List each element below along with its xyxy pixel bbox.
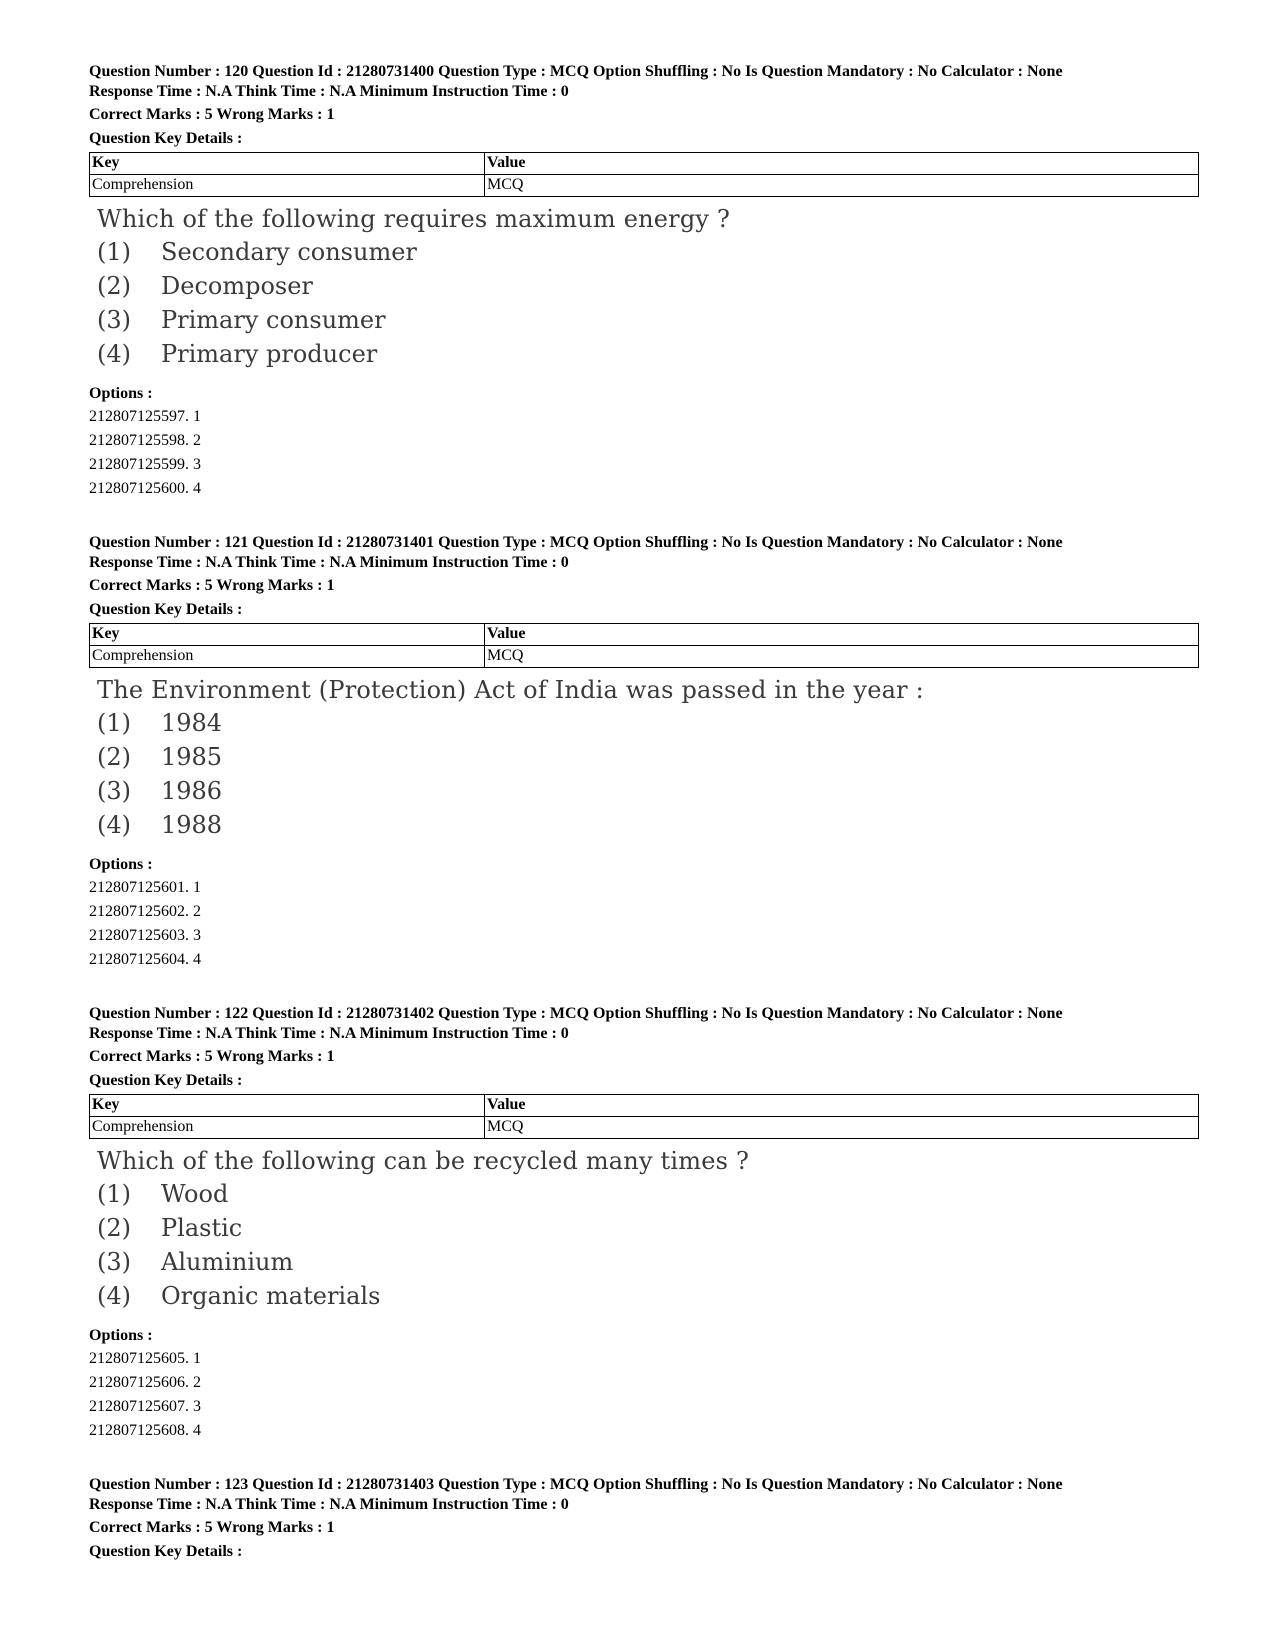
question-meta-line: Question Number : 121 Question Id : 21280731401 Question Type : MCQ Option Shuffling : No Is Question Mandatory : No Calculator : None (89, 534, 1063, 551)
option-line: 212807125603. 3 (89, 927, 201, 944)
table-header-value: Value (485, 1095, 1199, 1117)
choice-item (97, 1211, 1199, 1245)
choice-item (97, 1177, 1199, 1211)
question-meta (89, 1004, 1199, 1044)
table-cell-key: Comprehension (90, 646, 485, 668)
option-line: 212807125605. 1 (89, 1350, 201, 1367)
choice-text: Plastic (161, 1214, 243, 1242)
table-header-row (90, 624, 1199, 646)
question-meta (89, 1475, 1199, 1515)
choice-text: Secondary consumer (161, 238, 417, 266)
question-timing-line: Response Time : N.A Think Time : N.A Minimum Instruction Time : 0 (89, 1496, 569, 1513)
choice-number: (4) (97, 340, 131, 368)
option-line: 212807125599. 3 (89, 456, 201, 473)
choice-item (97, 1279, 1199, 1313)
choice-item (97, 235, 1199, 269)
key-details-table (89, 152, 1199, 197)
options-label: Options : (89, 1327, 153, 1344)
choice-number: (3) (97, 306, 131, 334)
key-details-label: Question Key Details : (89, 601, 243, 618)
choice-text: 1985 (161, 743, 223, 771)
question-block (89, 62, 1199, 501)
options-label: Options : (89, 385, 153, 402)
option-line: 212807125604. 4 (89, 951, 201, 968)
choice-number: (1) (97, 1180, 131, 1208)
table-cell-key: Comprehension (90, 175, 485, 197)
choice-item (97, 706, 1199, 740)
choice-item (97, 740, 1199, 774)
choice-number: (1) (97, 238, 131, 266)
choice-text: Organic materials (161, 1282, 381, 1310)
question-image (97, 1145, 1199, 1313)
option-line: 212807125600. 4 (89, 480, 201, 497)
choice-text: 1984 (161, 709, 223, 737)
question-text: Which of the following requires maximum energy ? (97, 205, 731, 233)
choice-text: Wood (161, 1180, 229, 1208)
choice-number: (4) (97, 811, 131, 839)
table-row (90, 1117, 1199, 1139)
choice-text: Decomposer (161, 272, 313, 300)
key-details-table (89, 623, 1199, 668)
table-header-key: Key (90, 153, 485, 175)
choice-item (97, 337, 1199, 371)
question-image (97, 674, 1199, 842)
question-block (89, 533, 1199, 972)
choice-text: Aluminium (161, 1248, 294, 1276)
question-image (97, 203, 1199, 371)
choice-number: (3) (97, 777, 131, 805)
choice-text: Primary consumer (161, 306, 386, 334)
option-line: 212807125598. 2 (89, 432, 201, 449)
document-page (89, 62, 1199, 1562)
option-line: 212807125597. 1 (89, 408, 201, 425)
question-timing-line: Response Time : N.A Think Time : N.A Minimum Instruction Time : 0 (89, 83, 569, 100)
question-meta-line: Question Number : 123 Question Id : 21280731403 Question Type : MCQ Option Shuffling : No Is Question Mandatory : No Calculator : None (89, 1476, 1063, 1493)
question-meta-line: Question Number : 122 Question Id : 21280731402 Question Type : MCQ Option Shuffling : No Is Question Mandatory : No Calculator : None (89, 1005, 1063, 1022)
key-details-label: Question Key Details : (89, 1543, 243, 1560)
options-label: Options : (89, 856, 153, 873)
choice-number: (1) (97, 709, 131, 737)
table-header-row (90, 1095, 1199, 1117)
question-meta (89, 62, 1199, 102)
question-marks: Correct Marks : 5 Wrong Marks : 1 (89, 577, 335, 594)
option-line: 212807125607. 3 (89, 1398, 201, 1415)
table-header-value: Value (485, 624, 1199, 646)
question-timing-line: Response Time : N.A Think Time : N.A Minimum Instruction Time : 0 (89, 554, 569, 571)
table-header-row (90, 153, 1199, 175)
table-header-key: Key (90, 1095, 485, 1117)
table-row (90, 175, 1199, 197)
question-timing-line: Response Time : N.A Think Time : N.A Minimum Instruction Time : 0 (89, 1025, 569, 1042)
key-details-label: Question Key Details : (89, 130, 243, 147)
choice-number: (2) (97, 272, 131, 300)
question-block (89, 1004, 1199, 1443)
question-text: The Environment (Protection) Act of India was passed in the year : (97, 676, 924, 704)
option-line: 212807125606. 2 (89, 1374, 201, 1391)
choice-item (97, 303, 1199, 337)
choice-item (97, 269, 1199, 303)
choice-number: (3) (97, 1248, 131, 1276)
table-row (90, 646, 1199, 668)
question-block (89, 1475, 1199, 1562)
choice-text: Primary producer (161, 340, 378, 368)
question-marks: Correct Marks : 5 Wrong Marks : 1 (89, 106, 335, 123)
key-details-table (89, 1094, 1199, 1139)
option-line: 212807125608. 4 (89, 1422, 201, 1439)
question-meta (89, 533, 1199, 573)
option-line: 212807125602. 2 (89, 903, 201, 920)
choice-number: (4) (97, 1282, 131, 1310)
question-text: Which of the following can be recycled many times ? (97, 1147, 750, 1175)
choice-text: 1988 (161, 811, 223, 839)
table-cell-value: MCQ (485, 1117, 1199, 1139)
choice-item (97, 774, 1199, 808)
question-marks: Correct Marks : 5 Wrong Marks : 1 (89, 1519, 335, 1536)
table-header-key: Key (90, 624, 485, 646)
key-details-label: Question Key Details : (89, 1072, 243, 1089)
choice-item (97, 1245, 1199, 1279)
option-line: 212807125601. 1 (89, 879, 201, 896)
question-meta-line: Question Number : 120 Question Id : 21280731400 Question Type : MCQ Option Shuffling : No Is Question Mandatory : No Calculator : None (89, 63, 1063, 80)
table-cell-key: Comprehension (90, 1117, 485, 1139)
table-cell-value: MCQ (485, 175, 1199, 197)
question-marks: Correct Marks : 5 Wrong Marks : 1 (89, 1048, 335, 1065)
choice-text: 1986 (161, 777, 223, 805)
choice-number: (2) (97, 743, 131, 771)
choice-item (97, 808, 1199, 842)
choice-number: (2) (97, 1214, 131, 1242)
table-header-value: Value (485, 153, 1199, 175)
table-cell-value: MCQ (485, 646, 1199, 668)
